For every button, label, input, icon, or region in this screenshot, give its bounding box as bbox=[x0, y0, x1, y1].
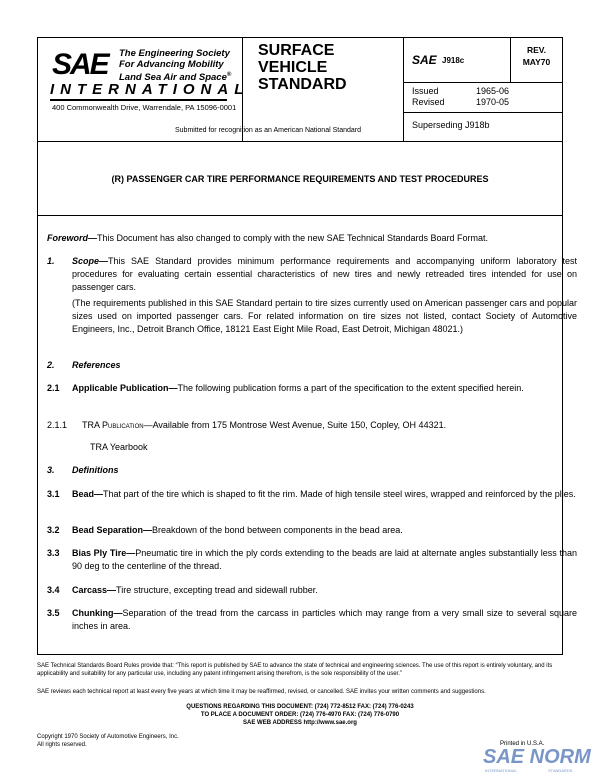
divider bbox=[403, 112, 563, 113]
revised-label: Revised bbox=[412, 97, 445, 107]
issued-label: Issued bbox=[412, 86, 439, 96]
divider bbox=[403, 37, 404, 142]
international-label: INTERNATIONAL bbox=[50, 81, 250, 98]
section-2-heading: 2. References bbox=[47, 360, 121, 370]
doc-number: J918c bbox=[442, 56, 465, 65]
foreword: Foreword—This Document has also changed to comply with the new SAE Technical Standards Board Format. bbox=[47, 233, 489, 243]
questions-line: QUESTIONS REGARDING THIS DOCUMENT: (724) 772-8512 FAX: (724) 776-0243 bbox=[186, 704, 414, 710]
definition-item: 3.4 Carcass—Tire structure, excepting tread and sidewall rubber. bbox=[47, 585, 318, 595]
section-2-1: 2.1 Applicable Publication—The following publication forms a part of the specification to the extent specified herein. bbox=[47, 383, 524, 393]
scope-note: (The requirements published in this SAE Standard pertain to tire sizes currently used on American passenger cars and popular sizes used on imported passenger cars. For related information on tire sizes not listed, contact Society of Automotive Engineers, Inc., Detroit Branch Office, 18121 East Eight Mile Road, East Detroit, Michigan 48021.) bbox=[72, 298, 577, 334]
web-address: SAE WEB ADDRESS http://www.sae.org bbox=[243, 720, 357, 726]
address: 400 Commonwealth Drive, Warrendale, PA 15096-0001 bbox=[52, 103, 237, 112]
ansi-note: Submitted for recognition as an American National Standard bbox=[175, 127, 361, 134]
section-1-scope: 1. Scope—This SAE Standard provides minimum performance requirements and accompanying uniform laboratory test procedures for evaluating certain essential characteristics of new tires and newly retreaded tires intended for use on passenger cars. bbox=[47, 256, 577, 292]
definition-item: 3.5 Chunking—Separation of the tread from the carcass in particles which may range from a very small size to several square inches in area. bbox=[47, 608, 577, 631]
section-2-1-1: 2.1.1 TRA Publication—Available from 175 Montrose West Avenue, Suite 150, Copley, OH 44321. bbox=[47, 420, 447, 430]
society-line: For Advancing Mobility bbox=[119, 59, 224, 70]
rev-label: REV. bbox=[526, 45, 547, 55]
revised-date: 1970-05 bbox=[476, 97, 510, 107]
logo-rule bbox=[50, 99, 227, 101]
document-title: (R) PASSENGER CAR TIRE PERFORMANCE REQUIREMENTS AND TEST PROCEDURES bbox=[37, 142, 563, 216]
definition-item: 3.3 Bias Ply Tire—Pneumatic tire in which the ply cords extending to the beads are laid at alternate angles substantially less than 90 deg to the centerline of the thread. bbox=[47, 548, 577, 571]
sae-small-logo: SAE bbox=[412, 53, 437, 67]
standard-title-line: VEHICLE bbox=[258, 59, 328, 76]
divider bbox=[403, 82, 563, 83]
printed: Printed in U.S.A. bbox=[500, 741, 545, 747]
section-3-heading: 3. Definitions bbox=[47, 465, 119, 475]
copyright: Copyright 1970 Society of Automotive Engineers, Inc. bbox=[37, 734, 179, 740]
rev-value: MAY70 bbox=[522, 57, 551, 67]
definition-item: 3.2 Bead Separation—Breakdown of the bond between components in the bead area. bbox=[47, 525, 403, 535]
order-line: TO PLACE A DOCUMENT ORDER: (724) 776-4970 FAX: (724) 776-0790 bbox=[200, 712, 400, 718]
issued-date: 1965-06 bbox=[476, 86, 510, 96]
corner-sub: STANDARDS bbox=[548, 768, 573, 773]
society-line: Land Sea Air and Space® bbox=[119, 72, 232, 84]
rights: All rights reserved. bbox=[37, 742, 87, 748]
review-note: SAE reviews each technical report at least every five years at which time it may be reaffirmed, revised, or cancelled. SAE invites your written comments and suggestions. bbox=[37, 689, 486, 695]
corner-sub: INTERNATIONAL bbox=[485, 768, 517, 773]
sae-logo: SAE bbox=[52, 48, 108, 81]
standard-title-line: STANDARD bbox=[258, 76, 347, 93]
standard-title-line: SURFACE bbox=[258, 42, 335, 59]
sae-norm-logo: SAE NORM bbox=[483, 746, 591, 768]
society-line: The Engineering Society bbox=[119, 48, 230, 59]
definition-item: 3.1 Bead—That part of the tire which is shaped to fit the rim. Made of high tensile steel wires, wrapped and reinforced by the plies. bbox=[47, 489, 576, 499]
tsb-rules: SAE Technical Standards Board Rules provide that: “This report is published by SAE to advance the state of technical and engineering sciences. The use of this report is entirely voluntary, and its applicability and suitability for any particular use, including any patent infringement arising therefrom, is the sole responsibility of the user.” bbox=[37, 663, 553, 677]
superseding: Superseding J918b bbox=[412, 120, 490, 130]
tra-yearbook: TRA Yearbook bbox=[90, 442, 148, 452]
